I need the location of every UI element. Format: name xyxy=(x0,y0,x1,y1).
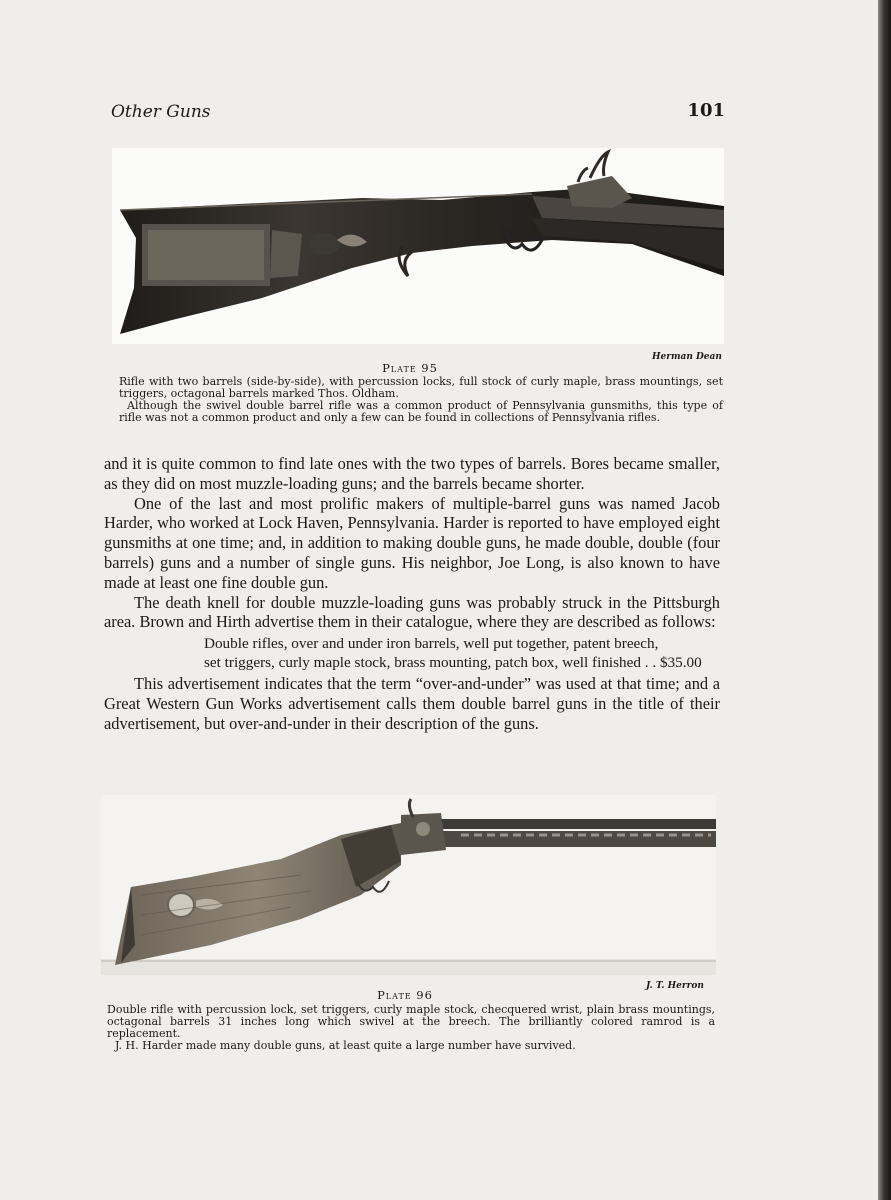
paragraph-3: The death knell for double muzzle-loading guns was probably struck in the Pittsburgh area. Brown and Hirth advertise them in their catalogue, where they are described as follows: xyxy=(104,592,720,632)
plate-95-caption xyxy=(119,376,723,424)
body-text xyxy=(104,454,720,734)
paragraph-4: This advertisement indicates that the term “over-and-under” was used at that time; and a Great Western Gun Works advertisement calls them double barrel guns in the title of their advertisement, but over-and-under in their description of the guns. xyxy=(104,674,720,733)
plate-96-credit: J. T. Herron xyxy=(646,981,704,991)
plate-96-photo xyxy=(101,795,716,975)
paragraph-1: and it is quite common to find late ones with the two types of barrels. Bores became smaller, as they did on most muzzle-loading guns; and the barrels became shorter. xyxy=(104,454,720,493)
plate-95-credit: Herman Dean xyxy=(652,352,722,362)
page-number: 101 xyxy=(687,100,725,121)
plate-95-label: Plate 95 xyxy=(382,361,438,375)
quote-line-1: Double rifles, over and under iron barrels, well put together, patent breech, xyxy=(204,635,659,653)
plate-95-photo xyxy=(112,148,724,344)
plate-96-caption xyxy=(107,1004,715,1052)
plate-95-caption-note: Although the swivel double barrel rifle was a common product of Pennsylvania gunsmiths, this type of rifle was not a common product and only a few can be found in collections of Pennsylvania rifles. xyxy=(119,399,723,424)
plate-96-caption-note: J. H. Harder made many double guns, at least quite a large number have survived. xyxy=(115,1039,576,1052)
paragraph-2: One of the last and most prolific makers of multiple-barrel guns was named Jacob Harder, who worked at Lock Haven, Pennsylvania. Harder is reported to have employed eight gunsmiths at one time; and, in addition to making double guns, he made double, double (four barrels) guns and a number of single guns. His neighbor, Joe Long, is also known to have made at least one fine double gun. xyxy=(104,493,720,592)
plate-96-caption-description: Double rifle with percussion lock, set triggers, curly maple stock, checquered wrist, plain brass mountings, octagonal barrels 31 inches long which swivel at the breech. The brilliantly colored ramrod is a replacement. xyxy=(107,1003,715,1040)
book-gutter xyxy=(878,0,891,1200)
running-head xyxy=(111,100,725,126)
chapter-title: Other Guns xyxy=(111,102,211,122)
plate-96-label: Plate 96 xyxy=(377,988,433,1002)
advertisement-quote xyxy=(204,634,720,672)
quote-line-2: set triggers, curly maple stock, brass mounting, patch box, well finished . . $35.00 xyxy=(204,654,702,672)
plate-95-caption-description: Rifle with two barrels (side-by-side), with percussion locks, full stock of curly maple, brass mountings, set triggers, octagonal barrels marked Thos. Oldham. xyxy=(119,375,723,400)
